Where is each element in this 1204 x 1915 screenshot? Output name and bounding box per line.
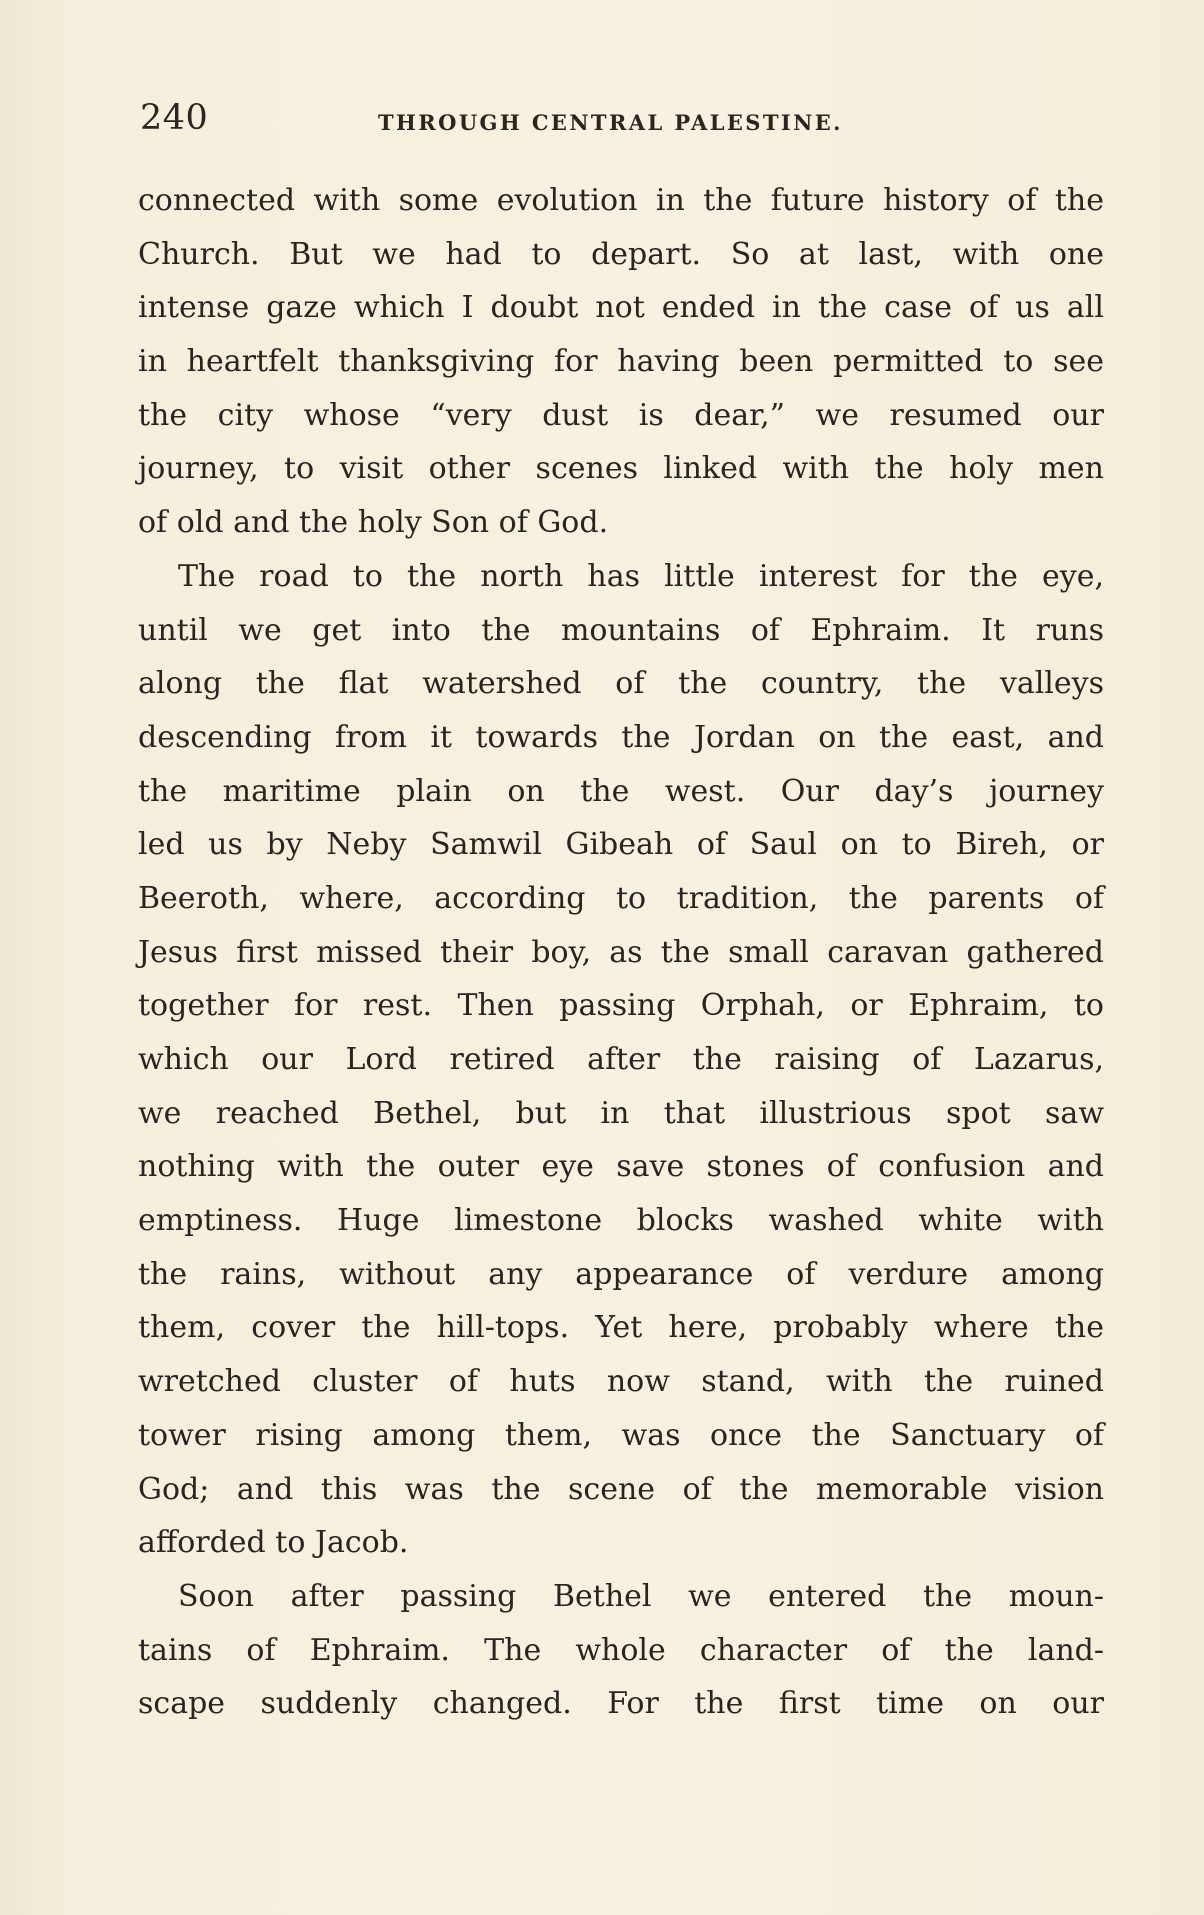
text-line: which our Lord retired after the raising of Lazarus, [138,1042,1104,1077]
text-line: tains of Ephraim. The whole character of the land- [138,1632,1104,1668]
text-line: along the flat watershed of the country, the valleys [138,666,1104,702]
text-line: in heartfelt thanksgiving for having been permitted to see [138,344,1104,380]
body-text [138,174,1104,1731]
text-line: God; and this was the scene of the memorable vision [138,1471,1104,1507]
text-line: Jesus first missed their boy, as the small caravan gathered [138,934,1104,970]
text-line: scape suddenly changed. For the first time on our [138,1686,1104,1722]
text-line: journey, to visit other scenes linked with the holy men [138,451,1104,487]
paragraph-2 [138,550,1104,1570]
page-number: 240 [140,98,209,138]
paragraph-3 [138,1570,1104,1731]
text-line: together for rest. Then passing Orphah, or Ephraim, to [138,988,1104,1024]
text-line: the city whose “very dust is dear,” we resumed our [138,397,1104,433]
text-line: emptiness. Huge limestone blocks washed white with [138,1203,1104,1239]
text-line: Soon after passing Bethel we entered the moun- [178,1578,1104,1614]
text-line: of old and the holy Son of God. [138,505,609,541]
text-line: them, cover the hill-tops. Yet here, probably where the [138,1310,1104,1346]
text-line: until we get into the mountains of Ephraim. It runs [138,612,1104,648]
text-line: we reached Bethel, but in that illustrious spot saw [138,1095,1104,1131]
text-line: The road to the north has little interest for the eye, [178,558,1104,594]
text-line: led us by Neby Samwil Gibeah of Saul on to Bireh, or [138,827,1104,863]
text-line: the rains, without any appearance of verdure among [138,1256,1104,1292]
text-line: nothing with the outer eye save stones of confusion and [138,1149,1104,1185]
text-line: descending from it towards the Jordan on the east, and [138,719,1104,755]
text-line: wretched cluster of huts now stand, with the ruined [138,1364,1104,1400]
running-head: THROUGH CENTRAL PALESTINE. [378,110,843,135]
paragraph-1 [138,174,1104,550]
text-line: Church. But we had to depart. So at last, with one [138,236,1104,272]
page-header [140,98,1100,158]
text-line: Beeroth, where, according to tradition, the parents of [138,880,1104,916]
text-line: intense gaze which I doubt not ended in the case of us all [138,290,1104,326]
text-line: connected with some evolution in the future history of the [138,183,1104,218]
text-line: the maritime plain on the west. Our day’s journey [138,773,1104,809]
text-line: afforded to Jacob. [138,1525,409,1561]
text-line: tower rising among them, was once the Sanctuary of [138,1417,1104,1453]
